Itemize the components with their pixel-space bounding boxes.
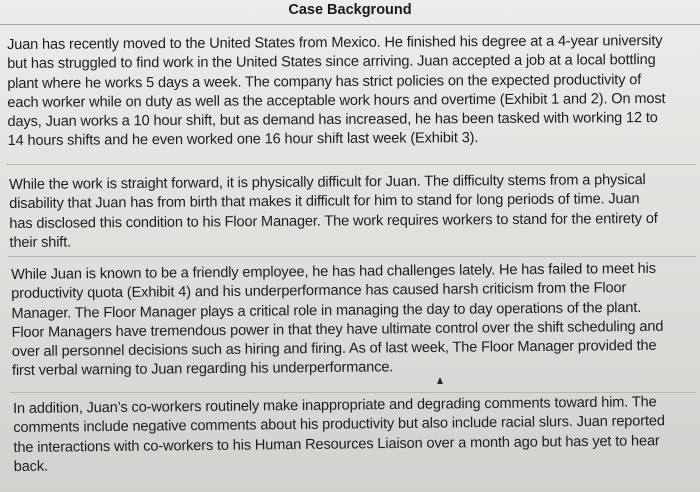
paragraph-line: 14 hours shifts and he even worked one 16 hour shift last week (Exhibit 3). — [7, 130, 479, 150]
paragraph-1 — [7, 32, 684, 152]
paragraph-divider — [8, 256, 696, 257]
paragraph-divider — [10, 392, 696, 393]
paragraph-4 — [13, 393, 684, 477]
paragraph-divider — [6, 164, 696, 165]
paragraph-line: first verbal warning to Juan regarding his underperformance. — [11, 359, 394, 380]
paragraph-line: has disclosed this condition to his Floor Manager. The work requires workers to stand for the entirety of — [9, 210, 658, 232]
paragraph-line: days, Juan works a 10 hour shift, but as demand has increased, he has been tasked with working 12 to — [7, 110, 658, 131]
paragraph-line: comments include negative comments about his productivity but also include racial slurs. Juan reported — [13, 413, 665, 437]
paragraph-line: Manager. The Floor Manager plays a critical role in managing the day to day operations of the plant. — [11, 299, 642, 322]
paragraph-line: the interactions with co-workers to his Human Resources Liaison over a month ago but has yet to hear — [13, 432, 660, 456]
paragraph-line: their shift. — [9, 234, 72, 251]
paragraph-line: Juan has recently moved to the United States from Mexico. He finished his degree at a 4-year university — [7, 32, 663, 53]
paragraph-line: each worker while on duty as well as the acceptable work hours and overtime (Exhibit 1 and 2). On most — [7, 90, 666, 111]
paragraph-3 — [11, 260, 684, 382]
paragraph-line: over all personnel decisions such as hiring and firing. As of last week, The Floor Manager provided the — [11, 337, 657, 361]
paragraph-line: disability that Juan has from birth that makes it difficult for him to stand for long periods of time. Juan — [9, 191, 640, 213]
paragraph-line: Floor Managers have tremendous power in that they have ultimate control over the shift scheduling and — [11, 318, 664, 341]
paragraph-line: back. — [13, 458, 48, 475]
paragraph-line: but has struggled to find work in the United States since arriving. Juan accepted a job at a local bottling — [7, 52, 656, 73]
paragraph-line: productivity quota (Exhibit 4) and his underperformance has caused harsh criticism from the Floor — [11, 280, 627, 303]
paragraph-2 — [9, 171, 682, 253]
paragraph-line: While the work is straight forward, it is physically difficult for Juan. The difficulty stems from a physical — [9, 172, 646, 193]
paragraph-line: plant where he works 5 days a week. The company has strict policies on the expected productivity of — [7, 71, 642, 92]
mouse-pointer-icon — [437, 377, 443, 384]
paragraph-line: In addition, Juan’s co-workers routinely make inappropriate and degrading comments toward him. The — [13, 394, 657, 417]
page-title: Case Background — [288, 2, 412, 18]
paragraph-line: While Juan is known to be a friendly employee, he has had challenges lately. He has failed to meet his — [11, 260, 656, 283]
title-bar — [0, 0, 700, 25]
